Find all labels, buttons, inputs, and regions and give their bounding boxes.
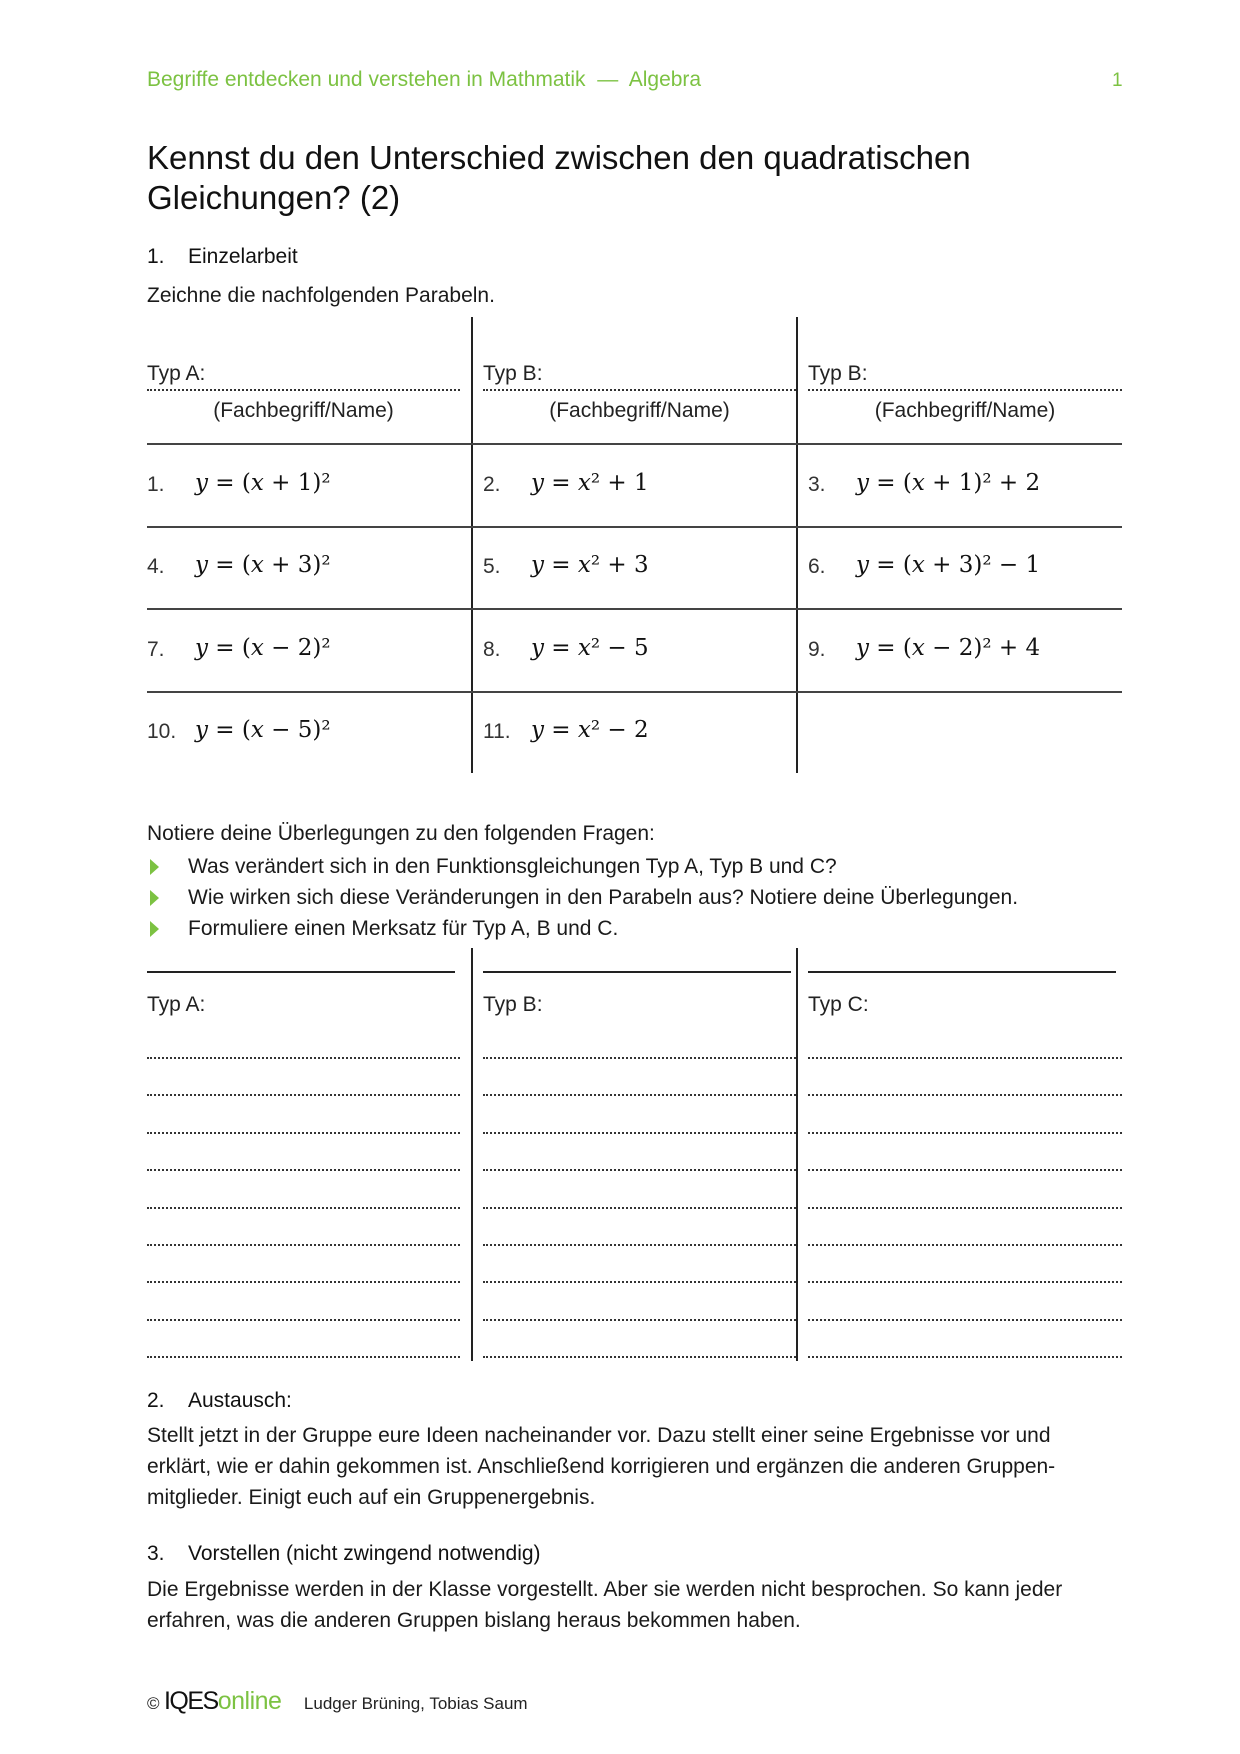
column-divider: [796, 317, 798, 773]
answer-line[interactable]: [147, 1356, 460, 1358]
answer-line[interactable]: [483, 1244, 796, 1246]
section-number: 1.: [147, 245, 165, 268]
bullet-arrow-icon: [150, 859, 159, 875]
page-title: Kennst du den Unterschied zwischen den quadratischen Gleichungen? (2): [147, 139, 971, 216]
name-answer-line[interactable]: [808, 389, 1122, 391]
section-2-line: mitglieder. Einigt euch auf ein Gruppenergebnis.: [147, 1486, 596, 1509]
equation-number: 5.: [483, 555, 501, 578]
answer-line[interactable]: [808, 1319, 1122, 1321]
section-number: 3.: [147, 1542, 165, 1565]
answer-line[interactable]: [147, 1169, 460, 1171]
equation: y = (x + 1)² + 2: [856, 470, 1041, 496]
section-1-instruction: Zeichne die nachfolgenden Parabeln.: [147, 284, 495, 307]
equation-number: 1.: [147, 473, 165, 496]
copyright-symbol: ©: [147, 1694, 160, 1713]
section-2-heading: [147, 1389, 292, 1413]
equation-number: 8.: [483, 638, 501, 661]
equation: y = x² + 3: [531, 552, 649, 578]
section-1-heading: [147, 245, 298, 269]
column-divider: [471, 948, 473, 1361]
answer-label-typ-c: Typ C:: [808, 993, 869, 1016]
equation-number: 7.: [147, 638, 165, 661]
answer-line[interactable]: [808, 1132, 1122, 1134]
row-divider: [147, 443, 1122, 445]
name-answer-line[interactable]: [483, 389, 796, 391]
section-2-line: erklärt, wie er dahin gekommen ist. Anschließend korrigieren und ergänzen die anderen Gruppen-: [147, 1455, 1056, 1478]
answer-line[interactable]: [483, 1319, 796, 1321]
answer-line[interactable]: [147, 1319, 460, 1321]
equation: y = (x + 3)²: [195, 552, 331, 578]
equation-number: 4.: [147, 555, 165, 578]
question-item: Formuliere einen Merksatz für Typ A, B und C.: [188, 917, 619, 940]
answer-line[interactable]: [808, 1244, 1122, 1246]
equation: y = (x + 3)² − 1: [856, 552, 1041, 578]
type-label-c: Typ B:: [808, 362, 868, 385]
answer-line[interactable]: [147, 1132, 460, 1134]
row-divider: [147, 526, 1122, 528]
page-number: 1: [1112, 70, 1123, 91]
name-answer-line[interactable]: [147, 389, 460, 391]
answer-line[interactable]: [147, 1057, 460, 1059]
answer-line[interactable]: [147, 1207, 460, 1209]
answer-line[interactable]: [808, 1207, 1122, 1209]
answer-line[interactable]: [147, 1281, 460, 1283]
equation: y = (x − 2)² + 4: [856, 635, 1041, 661]
equation-number: 9.: [808, 638, 826, 661]
footer: [147, 1687, 528, 1716]
answer-line[interactable]: [483, 1356, 796, 1358]
question-item: Wie wirken sich diese Veränderungen in den Parabeln aus? Notiere deine Überlegungen.: [188, 886, 1019, 909]
equation-number: 6.: [808, 555, 826, 578]
answer-line[interactable]: [483, 1094, 796, 1096]
section-2-line: Stellt jetzt in der Gruppe eure Ideen nacheinander vor. Dazu stellt einer seine Ergebnisse vor und: [147, 1424, 1051, 1447]
hint-label: (Fachbegriff/Name): [874, 399, 1056, 422]
logo-iqes: IQES: [163, 1687, 218, 1715]
section-3-line: erfahren, was die anderen Gruppen bislang heraus bekommen haben.: [147, 1609, 801, 1632]
answer-line[interactable]: [808, 1356, 1122, 1358]
section-title: Einzelarbeit: [188, 245, 298, 268]
answer-line[interactable]: [483, 1132, 796, 1134]
hint-label: (Fachbegriff/Name): [213, 399, 394, 422]
section-3-line: Die Ergebnisse werden in der Klasse vorgestellt. Aber sie werden nicht besprochen. So kann jeder: [147, 1578, 1063, 1601]
row-divider: [147, 691, 1122, 693]
equation: y = x² − 5: [531, 635, 649, 661]
equation-number: 3.: [808, 473, 826, 496]
answer-line[interactable]: [483, 1169, 796, 1171]
equation: y = (x − 2)²: [195, 635, 331, 661]
answer-line[interactable]: [808, 1094, 1122, 1096]
section-number: 2.: [147, 1389, 165, 1412]
column-top-rule: [147, 971, 455, 973]
answer-line[interactable]: [147, 1244, 460, 1246]
answer-label-typ-a: Typ A:: [147, 993, 206, 1016]
question-item: Was verändert sich in den Funktionsgleichungen Typ A, Typ B und C?: [188, 855, 837, 878]
questions-intro: Notiere deine Überlegungen zu den folgenden Fragen:: [147, 822, 655, 845]
section-title: Austausch:: [188, 1389, 292, 1412]
row-divider: [147, 608, 1122, 610]
column-divider: [471, 317, 473, 773]
equation-number: 10.: [147, 720, 177, 743]
section-title: Vorstellen (nicht zwingend notwendig): [188, 1542, 541, 1565]
authors: Ludger Brüning, Tobias Saum: [303, 1694, 528, 1713]
answer-line[interactable]: [483, 1281, 796, 1283]
bullet-arrow-icon: [150, 921, 159, 937]
answer-line[interactable]: [808, 1281, 1122, 1283]
bullet-arrow-icon: [150, 890, 159, 906]
answer-line[interactable]: [808, 1169, 1122, 1171]
type-label-b: Typ B:: [483, 362, 543, 385]
equation: y = x² − 2: [531, 717, 649, 743]
hint-label: (Fachbegriff/Name): [549, 399, 730, 422]
equation: y = (x + 1)²: [195, 470, 331, 496]
section-3-heading: [147, 1542, 541, 1566]
logo-online: online: [217, 1687, 282, 1715]
answer-line[interactable]: [483, 1207, 796, 1209]
answer-label-typ-b: Typ B:: [483, 993, 543, 1016]
answer-line[interactable]: [483, 1057, 796, 1059]
equation-number: 11.: [483, 720, 511, 743]
equation: y = x² + 1: [531, 470, 649, 496]
column-top-rule: [808, 971, 1116, 973]
answer-line[interactable]: [808, 1057, 1122, 1059]
answer-line[interactable]: [147, 1094, 460, 1096]
equation-number: 2.: [483, 473, 501, 496]
column-divider: [796, 948, 798, 1361]
type-label-a: Typ A:: [147, 362, 206, 385]
column-top-rule: [483, 971, 791, 973]
running-header: Begriffe entdecken und verstehen in Mathmatik — Algebra: [147, 68, 702, 91]
equation: y = (x − 5)²: [195, 717, 331, 743]
